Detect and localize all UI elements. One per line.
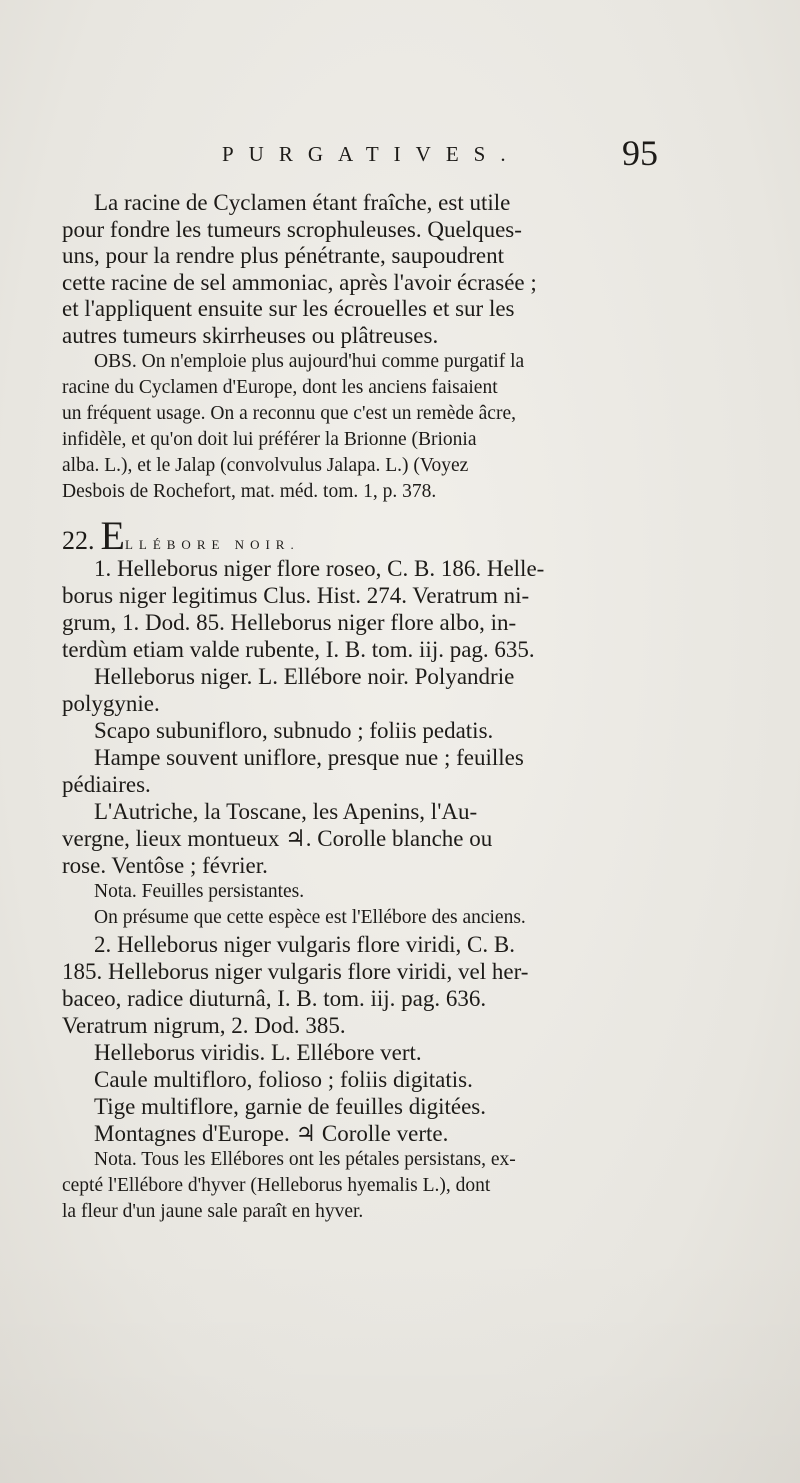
text-line: Tige multiflore, garnie de feuilles digitées. bbox=[94, 1094, 486, 1119]
note-line: Nota. Tous les Ellébores ont les pétales persistans, ex- bbox=[94, 1149, 516, 1170]
page-text bbox=[62, 190, 700, 1225]
text-line: vergne, lieux montueux ♃. Corolle blanche ou bbox=[62, 826, 493, 851]
text-line: polygynie. bbox=[62, 691, 160, 716]
text-line: L'Autriche, la Toscane, les Apenins, l'Au- bbox=[94, 799, 478, 824]
text-line: Scapo subunifloro, subnudo ; foliis pedatis. bbox=[94, 718, 494, 743]
obs-line: infidèle, et qu'on doit lui préférer la Brionne (Brionia bbox=[62, 429, 477, 450]
text-line: 2. Helleborus niger vulgaris flore viridi, C. B. bbox=[94, 932, 515, 957]
note-line: Nota. Feuilles persistantes. bbox=[94, 881, 305, 902]
page-header bbox=[0, 133, 800, 178]
text-line: terdùm etiam valde rubente, I. B. tom. iij. pag. 635. bbox=[62, 637, 535, 662]
section-initial: E bbox=[100, 513, 125, 558]
text-line: 1. Helleborus niger flore roseo, C. B. 186. Helle- bbox=[94, 556, 545, 581]
text-line: rose. Ventôse ; février. bbox=[62, 853, 268, 878]
obs-line: OBS. On n'emploie plus aujourd'hui comme purgatif la bbox=[94, 351, 525, 372]
obs-line: alba. L.), et le Jalap (convolvulus Jalapa. L.) (Voyez bbox=[62, 455, 469, 476]
section-title: LLÉBORE NOIR. bbox=[124, 537, 300, 552]
page-number: 95 bbox=[622, 133, 658, 173]
text-line: borus niger legitimus Clus. Hist. 274. Veratrum ni- bbox=[62, 583, 530, 608]
note-line: On présume que cette espèce est l'Ellébore des anciens. bbox=[94, 907, 526, 928]
text-line: cette racine de sel ammoniac, après l'avoir écrasée ; bbox=[62, 269, 537, 295]
obs-line: Desbois de Rochefort, mat. méd. tom. 1, p. 378. bbox=[62, 481, 437, 502]
text-line: Helleborus niger. L. Ellébore noir. Polyandrie bbox=[94, 664, 515, 689]
note-line: cepté l'Ellébore d'hyver (Helleborus hyemalis L.), dont bbox=[62, 1175, 491, 1196]
text-line: Helleborus viridis. L. Ellébore vert. bbox=[94, 1040, 422, 1065]
text-line: pédiaires. bbox=[62, 772, 151, 797]
page-shading bbox=[0, 1243, 800, 1483]
text-line: et l'appliquent ensuite sur les écrouelles et sur les bbox=[62, 296, 515, 321]
text-line: pour fondre les tumeurs scrophuleuses. Quelques- bbox=[62, 216, 522, 242]
text-line: La racine de Cyclamen étant fraîche, est utile bbox=[94, 190, 511, 215]
text-line: autres tumeurs skirrheuses ou plâtreuses. bbox=[62, 322, 439, 348]
text-line: Montagnes d'Europe. ♃ Corolle verte. bbox=[94, 1121, 449, 1146]
text-line: baceo, radice diuturnâ, I. B. tom. iij. pag. 636. bbox=[62, 986, 487, 1011]
obs-line: un fréquent usage. On a reconnu que c'est un remède âcre, bbox=[62, 403, 516, 424]
text-line: Caule multifloro, folioso ; foliis digitatis. bbox=[94, 1067, 473, 1092]
text-line: 185. Helleborus niger vulgaris flore viridi, vel her- bbox=[62, 959, 529, 984]
text-line: grum, 1. Dod. 85. Helleborus niger flore albo, in- bbox=[62, 610, 517, 635]
text-line: uns, pour la rendre plus pénétrante, saupoudrent bbox=[62, 243, 504, 268]
obs-line: racine du Cyclamen d'Europe, dont les anciens faisaient bbox=[62, 377, 498, 398]
text-line: Veratrum nigrum, 2. Dod. 385. bbox=[62, 1013, 346, 1038]
section-heading bbox=[62, 513, 700, 558]
section-number: 22. bbox=[62, 526, 95, 555]
text-line: Hampe souvent uniflore, presque nue ; feuilles bbox=[94, 745, 524, 770]
running-title: PURGATIVES. bbox=[222, 142, 521, 166]
note-line: la fleur d'un jaune sale paraît en hyver. bbox=[62, 1201, 364, 1222]
